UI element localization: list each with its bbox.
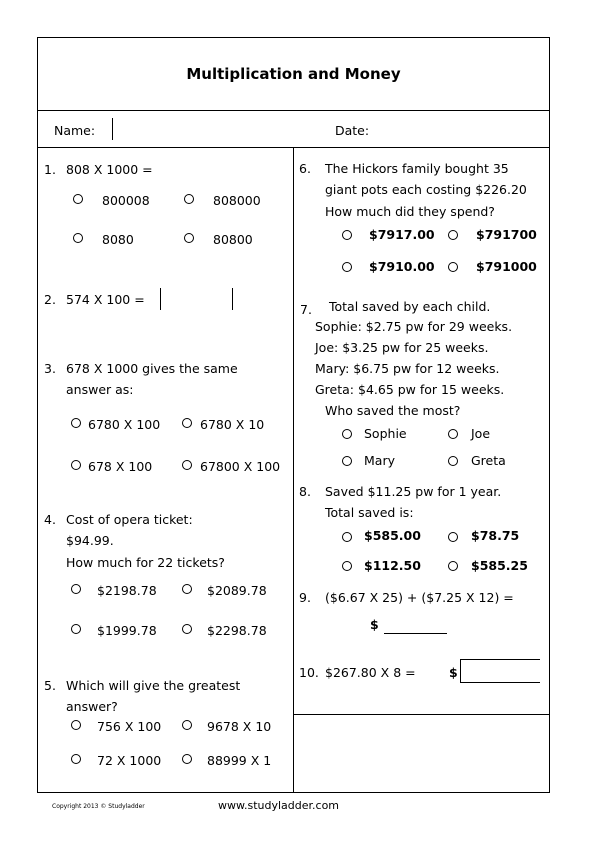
q4-line3: How much for 22 tickets? bbox=[66, 555, 225, 570]
q8-option-a: $585.00 bbox=[364, 528, 421, 543]
q8-line1: Saved $11.25 pw for 1 year. bbox=[325, 484, 502, 499]
q10-number: 10. bbox=[299, 665, 319, 680]
q5-option-d: 88999 X 1 bbox=[207, 753, 272, 768]
q4-option-b: $2089.78 bbox=[207, 583, 267, 598]
q4-option-a: $2198.78 bbox=[97, 583, 157, 598]
q4-number: 4. bbox=[44, 512, 56, 527]
q5-line2: answer? bbox=[66, 699, 118, 714]
q10-text: $267.80 X 8 = bbox=[325, 665, 416, 680]
q1-number: 1. bbox=[44, 162, 56, 177]
q1-option-b: 808000 bbox=[213, 193, 261, 208]
q6-option-b: $791700 bbox=[476, 227, 537, 242]
q3-line1: 678 X 1000 gives the same bbox=[66, 361, 238, 376]
q6-option-a-radio[interactable] bbox=[342, 230, 352, 240]
q7-option-c: Mary bbox=[364, 453, 395, 468]
q4-line1: Cost of opera ticket: bbox=[66, 512, 193, 527]
q7-line6: Who saved the most? bbox=[325, 403, 461, 418]
q8-line2: Total saved is: bbox=[325, 505, 414, 520]
footer-copyright: Copyright 2013 © Studyladder bbox=[52, 803, 145, 810]
q9-dollar-sign: $ bbox=[370, 617, 379, 632]
column-divider bbox=[293, 147, 294, 793]
q6-option-d: $791000 bbox=[476, 259, 537, 274]
q3-number: 3. bbox=[44, 361, 56, 376]
q1-option-d-radio[interactable] bbox=[184, 233, 194, 243]
q3-option-c: 678 X 100 bbox=[88, 459, 153, 474]
name-field-left-bar bbox=[112, 118, 113, 140]
q7-line2: Sophie: $2.75 pw for 29 weeks. bbox=[315, 319, 513, 334]
q1-option-c: 8080 bbox=[102, 232, 134, 247]
q1-option-b-radio[interactable] bbox=[184, 194, 194, 204]
q10-answer-field[interactable] bbox=[463, 660, 539, 682]
q6-option-d-radio[interactable] bbox=[448, 262, 458, 272]
name-field[interactable] bbox=[116, 117, 316, 141]
page-title: Multiplication and Money bbox=[186, 65, 401, 83]
q7-option-d: Greta bbox=[471, 453, 506, 468]
q10-dollar-sign: $ bbox=[449, 665, 458, 680]
q7-option-d-radio[interactable] bbox=[448, 456, 458, 466]
q6-line2: giant pots each costing $226.20 bbox=[325, 182, 527, 197]
q7-option-b-radio[interactable] bbox=[448, 429, 458, 439]
q6-option-a: $7917.00 bbox=[369, 227, 435, 242]
q8-option-b: $78.75 bbox=[471, 528, 520, 543]
q3-option-c-radio[interactable] bbox=[71, 460, 81, 470]
q4-option-c-radio[interactable] bbox=[71, 624, 81, 634]
q7-number: 7. bbox=[300, 302, 312, 317]
q5-option-b: 9678 X 10 bbox=[207, 719, 272, 734]
q7-line1: Total saved by each child. bbox=[329, 299, 491, 314]
q7-option-a-radio[interactable] bbox=[342, 429, 352, 439]
q6-option-c: $7910.00 bbox=[369, 259, 435, 274]
q8-option-c-radio[interactable] bbox=[342, 561, 352, 571]
q7-line5: Greta: $4.65 pw for 15 weeks. bbox=[315, 382, 505, 397]
q6-option-c-radio[interactable] bbox=[342, 262, 352, 272]
q6-line1: The Hickors family bought 35 bbox=[325, 161, 509, 176]
q6-line3: How much did they spend? bbox=[325, 204, 495, 219]
q2-answer-right-bar bbox=[232, 288, 233, 310]
q3-option-b: 6780 X 10 bbox=[200, 417, 265, 432]
q6-number: 6. bbox=[299, 161, 311, 176]
q7-option-b: Joe bbox=[471, 426, 491, 441]
q1-option-d: 80800 bbox=[213, 232, 253, 247]
q5-option-c-radio[interactable] bbox=[71, 754, 81, 764]
q4-option-d: $2298.78 bbox=[207, 623, 267, 638]
q8-option-a-radio[interactable] bbox=[342, 532, 352, 542]
date-field[interactable] bbox=[375, 117, 535, 141]
q2-answer-field[interactable] bbox=[163, 288, 229, 310]
q8-option-c: $112.50 bbox=[364, 558, 421, 573]
q7-option-c-radio[interactable] bbox=[342, 456, 352, 466]
q8-option-d-radio[interactable] bbox=[448, 561, 458, 571]
q3-line2: answer as: bbox=[66, 382, 134, 397]
q5-option-b-radio[interactable] bbox=[182, 720, 192, 730]
q9-text: ($6.67 X 25) + ($7.25 X 12) = bbox=[325, 590, 514, 605]
q6-option-b-radio[interactable] bbox=[448, 230, 458, 240]
date-label: Date: bbox=[335, 123, 370, 138]
q1-option-c-radio[interactable] bbox=[73, 233, 83, 243]
q7-line3: Joe: $3.25 pw for 25 weeks. bbox=[315, 340, 489, 355]
q9-number: 9. bbox=[299, 590, 311, 605]
q3-option-a-radio[interactable] bbox=[71, 418, 81, 428]
q3-option-a: 6780 X 100 bbox=[88, 417, 161, 432]
q5-line1: Which will give the greatest bbox=[66, 678, 241, 693]
q8-option-b-radio[interactable] bbox=[448, 532, 458, 542]
q7-line4: Mary: $6.75 pw for 12 weeks. bbox=[315, 361, 500, 376]
q1-text: 808 X 1000 = bbox=[66, 162, 153, 177]
q4-option-a-radio[interactable] bbox=[71, 584, 81, 594]
q1-option-a-radio[interactable] bbox=[73, 194, 83, 204]
q9-answer-field[interactable] bbox=[384, 614, 447, 633]
q2-number: 2. bbox=[44, 292, 56, 307]
q2-answer-left-bar bbox=[160, 288, 161, 310]
q5-number: 5. bbox=[44, 678, 56, 693]
q8-number: 8. bbox=[299, 484, 311, 499]
q3-option-d-radio[interactable] bbox=[182, 460, 192, 470]
q5-option-d-radio[interactable] bbox=[182, 754, 192, 764]
right-bottom-divider bbox=[293, 714, 550, 715]
q4-line2: $94.99. bbox=[66, 533, 114, 548]
q3-option-d: 67800 X 100 bbox=[200, 459, 281, 474]
q4-option-d-radio[interactable] bbox=[182, 624, 192, 634]
q8-option-d: $585.25 bbox=[471, 558, 528, 573]
q2-text: 574 X 100 = bbox=[66, 292, 145, 307]
name-label: Name: bbox=[54, 123, 96, 138]
q3-option-b-radio[interactable] bbox=[182, 418, 192, 428]
q1-option-a: 800008 bbox=[102, 193, 150, 208]
q9-answer-line bbox=[384, 633, 447, 634]
q5-option-a: 756 X 100 bbox=[97, 719, 162, 734]
q5-option-a-radio[interactable] bbox=[71, 720, 81, 730]
q7-option-a: Sophie bbox=[364, 426, 407, 441]
q5-option-c: 72 X 1000 bbox=[97, 753, 162, 768]
q4-option-b-radio[interactable] bbox=[182, 584, 192, 594]
footer-url[interactable]: www.studyladder.com bbox=[218, 799, 340, 812]
q4-option-c: $1999.78 bbox=[97, 623, 157, 638]
